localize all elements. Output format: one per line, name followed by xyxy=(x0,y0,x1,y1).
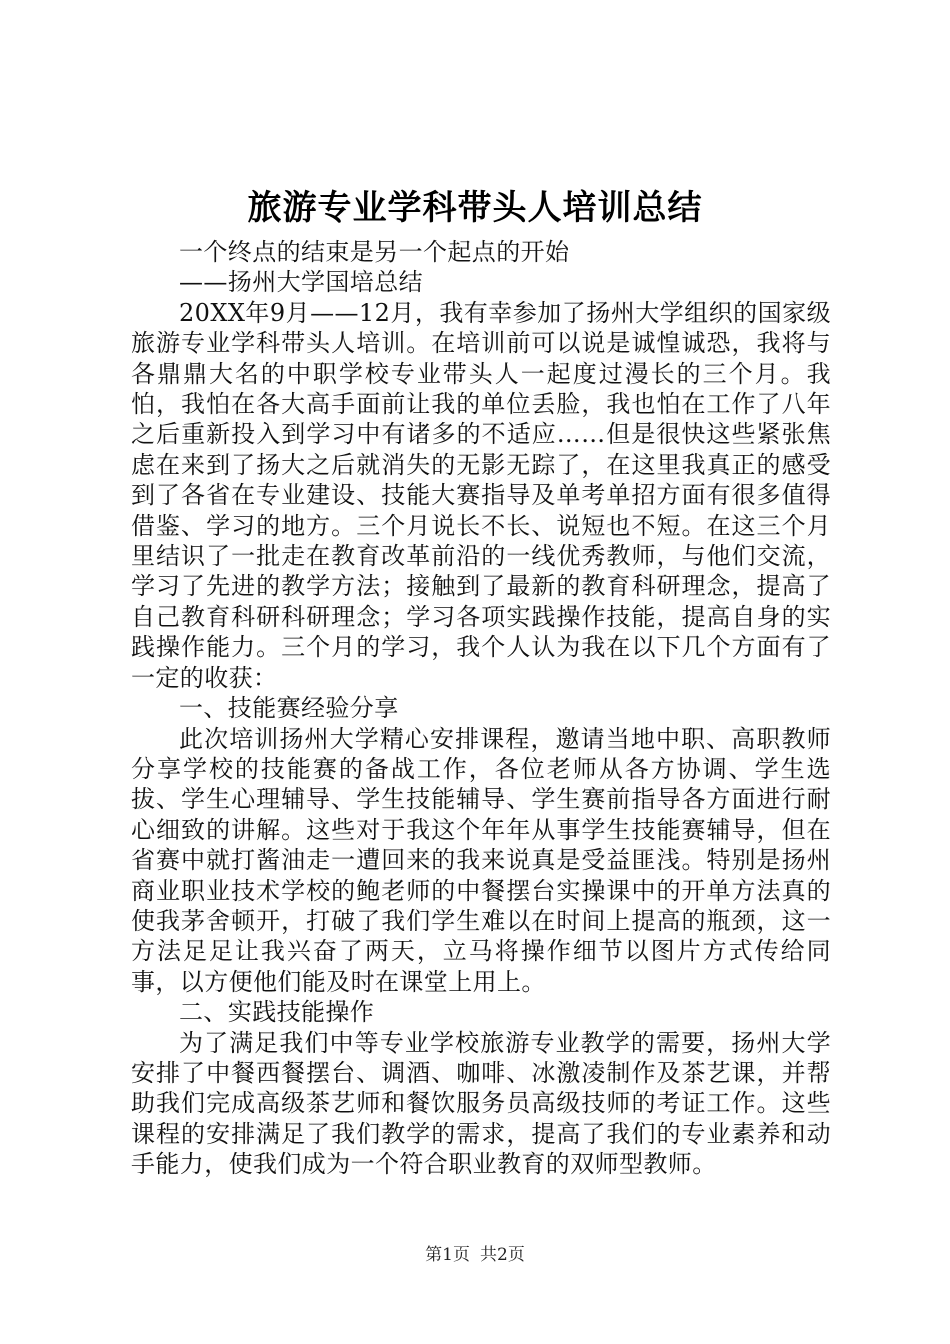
document-title: 旅游专业学科带头人培训总结 xyxy=(247,188,703,228)
document-body xyxy=(131,237,831,1180)
section-paragraph-1: 此次培训扬州大学精心安排课程，邀请当地中职、高职教师分享学校的技能赛的备战工作，各位老师从各方协调、学生选拔、学生心理辅导、学生技能辅导、学生赛前指导各方面进行耐心细致的讲解。这些对于我这个年年从事学生技能赛辅导，但在省赛中就打酱油走一遭回来的我来说真是受益匪浅。特别是扬州商业职业技术学校的鲍老师的中餐摆台实操课中的开单方法真的使我茅舍顿开，打破了我们学生难以在时间上提高的瓶颈，这一方法足足让我兴奋了两天，立马将操作细节以图片方式传给同事，以方便他们能及时在课堂上用上。 xyxy=(131,724,831,996)
subtitle-source-line: ——扬州大学国培总结 xyxy=(179,268,423,297)
page-number: 第1页 xyxy=(425,1245,470,1265)
section-heading-2: 二、实践技能操作 xyxy=(179,998,375,1027)
intro-paragraph: 20XX年9月——12月，我有幸参加了扬州大学组织的国家级旅游专业学科带头人培训。在培训前可以说是诚惶诚恐，我将与各鼎鼎大名的中职学校专业带头人一起度过漫长的三个月。我怕，我怕在各大高手面前让我的单位丢脸，我也怕在工作了八年之后重新投入到学习中有诸多的不适应……但是很快这些紧张焦虑在来到了扬大之后就消失的无影无踪了，在这里我真正的感受到了各省在专业建设、技能大赛指导及单考单招方面有很多值得借鉴、学习的地方。三个月说长不长、说短也不短。在这三个月里结识了一批走在教育改革前沿的一线优秀教师，与他们交流，学习了先进的教学方法；接触到了最新的教育科研理念，提高了自己教育科研科研理念；学习各项实践操作技能，提高自身的实践操作能力。三个月的学习，我个人认为我在以下几个方面有了一定的收获： xyxy=(131,298,831,692)
page-footer xyxy=(0,1243,950,1267)
page-total: 共2页 xyxy=(480,1245,525,1265)
section-paragraph-2: 为了满足我们中等专业学校旅游专业教学的需要，扬州大学安排了中餐西餐摆台、调酒、咖啡、冰激凌制作及茶艺课，并帮助我们完成高级茶艺师和餐饮服务员高级技师的考证工作。这些课程的安排满足了我们教学的需求，提高了我们的专业素养和动手能力，使我们成为一个符合职业教育的双师型教师。 xyxy=(131,1028,831,1179)
section-heading-1: 一、技能赛经验分享 xyxy=(179,694,399,723)
subtitle-line: 一个终点的结束是另一个起点的开始 xyxy=(179,238,570,266)
